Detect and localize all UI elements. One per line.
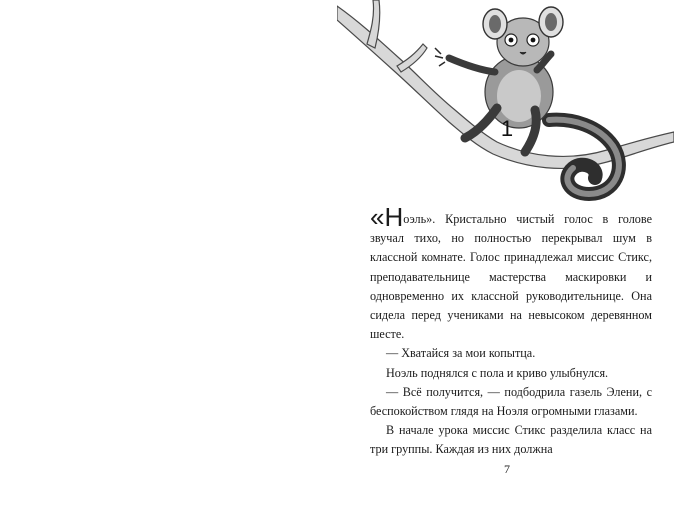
page-number: 7 [504, 462, 510, 476]
paragraph-3: Ноэль поднялся с пола и криво улыбнулся. [386, 365, 609, 380]
chapter-number: 1 [500, 116, 514, 141]
dropcap: «Н [370, 202, 404, 232]
paragraph-5: В начале урока миссис Стикс разделила класс на три группы. Каждая из них должна [370, 423, 652, 457]
paragraph-4: — Всё получится, — подбодрила газель Элени, с беспокойством глядя на Ноэля огромными глазами. [370, 384, 652, 419]
paragraph-1-text: оэль». Кристально чистый голос в голове звучал тихо, но полностью перекрывал шум в классной комнате. Голос принадлежал миссис Стикс, преподавательнице мастерства маскировки и одновременно их классной руководительнице. Она сидела перед учениками на невысоком деревянном шесте. [370, 212, 652, 342]
body-text [370, 202, 652, 460]
right-page [337, 0, 674, 518]
lemur-illustration [337, 0, 674, 205]
paragraph-2: — Хватайся за мои копытца. [386, 346, 536, 361]
paragraph-1 [370, 202, 652, 344]
